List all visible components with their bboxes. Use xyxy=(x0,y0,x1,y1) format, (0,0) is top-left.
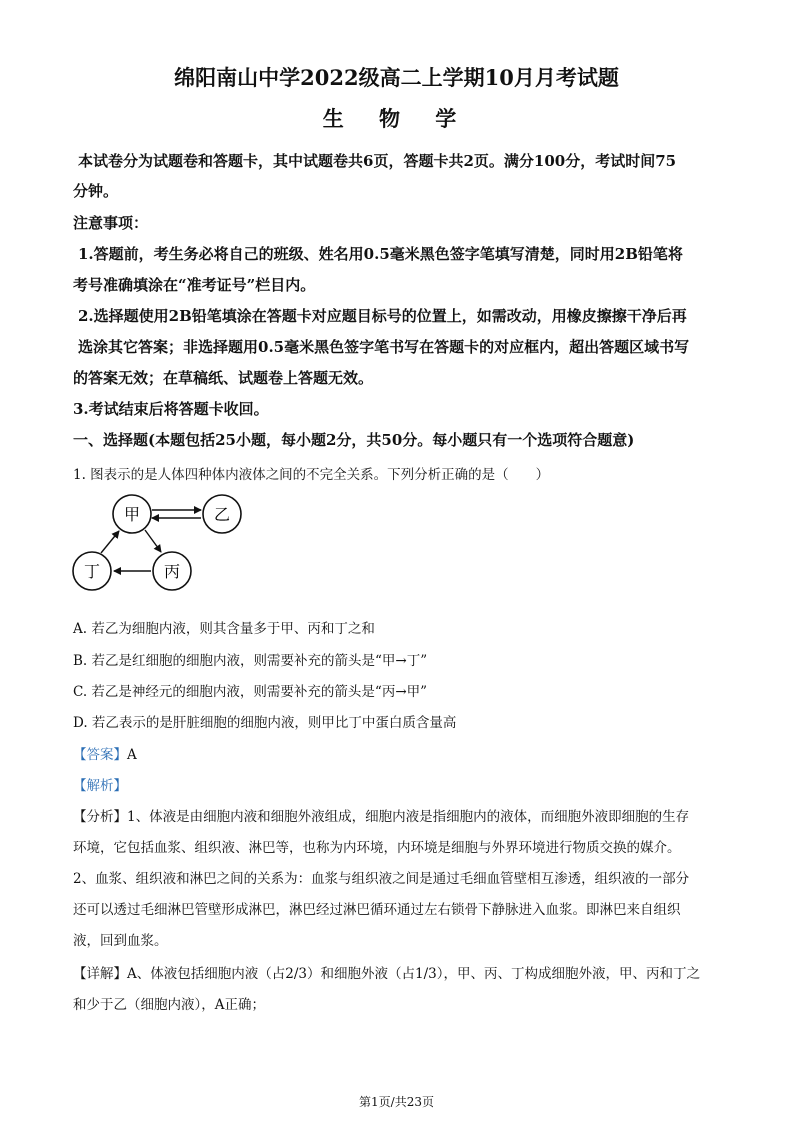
option-b: B. 若乙是红细胞的细胞内液，则需要补充的箭头是“甲→丁” xyxy=(73,653,428,669)
question-stem: 1. 图表示的是人体四种体内液体之间的不完全关系。下列分析正确的是（ ） xyxy=(73,467,550,483)
analysis-tag: 【解析】 xyxy=(73,778,127,794)
option-a: A. 若乙为细胞内液，则其含量多于甲、丙和丁之和 xyxy=(73,621,375,637)
fenxi-tag: 【分析】 xyxy=(73,809,127,825)
intro-line: 分钟。 xyxy=(73,182,119,200)
node-jia-label: 甲 xyxy=(123,505,141,524)
note-1: 1.答题前，考生务必将自己的班级、姓名用0.5毫米黑色签字笔填写清楚，同时用2B铅笔将 xyxy=(78,245,683,263)
body-fluid-diagram xyxy=(70,490,255,600)
option-c: C. 若乙是神经元的细胞内液，则需要补充的箭头是“丙→甲” xyxy=(73,684,428,700)
answer-value: A xyxy=(127,747,137,763)
arrow-ding-to-jia xyxy=(101,531,119,553)
detail-paragraph: 和少于乙（细胞内液），A正确； xyxy=(73,997,265,1013)
note-2: 2.选择题使用2B铅笔填涂在答题卡对应题目标号的位置上，如需改动，用橡皮擦擦干净后再 xyxy=(78,307,687,325)
intro-line: 本试卷分为试题卷和答题卡，其中试题卷共6页，答题卡共2页。满分100分，考试时间75 xyxy=(78,152,677,170)
note-1: 考号准确填涂在“准考证号”栏目内。 xyxy=(73,276,316,294)
detail-tag: 【详解】 xyxy=(73,966,127,982)
fenxi-text: 1、体液是由细胞内液和细胞外液组成，细胞内液是指细胞内的液体，而细胞外液即细胞的生存 xyxy=(127,809,690,825)
note-2: 选涂其它答案；非选择题用0.5毫米黑色签字笔书写在答题卡的对应框内，超出答题区域书写 xyxy=(78,338,690,356)
option-d: D. 若乙表示的是肝脏细胞的细胞内液，则甲比丁中蛋白质含量高 xyxy=(73,715,457,731)
analysis-paragraph: 液，回到血浆。 xyxy=(73,933,168,949)
analysis-paragraph: 2、血浆、组织液和淋巴之间的关系为：血浆与组织液之间是通过毛细血管壁相互渗透，组织液的一部分 xyxy=(73,871,690,887)
analysis-paragraph xyxy=(73,805,689,825)
node-yi-label: 乙 xyxy=(213,505,231,524)
answer-line xyxy=(73,743,137,763)
exam-title: 绵阳南山中学2022级高二上学期10月月考试题 xyxy=(174,65,619,90)
section-heading: 一、选择题(本题包括25小题，每小题2分，共50分。每小题只有一个选项符合题意) xyxy=(73,431,635,449)
page-number: 第1页/共23页 xyxy=(359,1095,434,1109)
node-ding-label: 丁 xyxy=(83,562,101,581)
detail-text: A、体液包括细胞内液（占2/3）和细胞外液（占1/3），甲、丙、丁构成细胞外液，甲、丙和丁之 xyxy=(127,966,700,982)
note-3: 3.考试结束后将答题卡收回。 xyxy=(73,400,269,418)
analysis-paragraph: 环境，它包括血浆、组织液、淋巴等，也称为内环境，内环境是细胞与外界环境进行物质交换的媒介。 xyxy=(73,840,681,856)
detail-paragraph xyxy=(73,962,700,982)
note-2: 的答案无效；在草稿纸、试题卷上答题无效。 xyxy=(73,369,374,387)
answer-tag: 【答案】 xyxy=(73,747,127,763)
notes-heading: 注意事项： xyxy=(73,214,149,232)
analysis-paragraph: 还可以透过毛细淋巴管壁形成淋巴，淋巴经过淋巴循环通过左右锁骨下静脉进入血浆。即淋巴来自组织 xyxy=(73,902,681,918)
node-bing-label: 丙 xyxy=(163,562,181,581)
subject-title: 生 物 学 xyxy=(322,106,471,131)
arrow-jia-to-bing xyxy=(145,530,161,552)
